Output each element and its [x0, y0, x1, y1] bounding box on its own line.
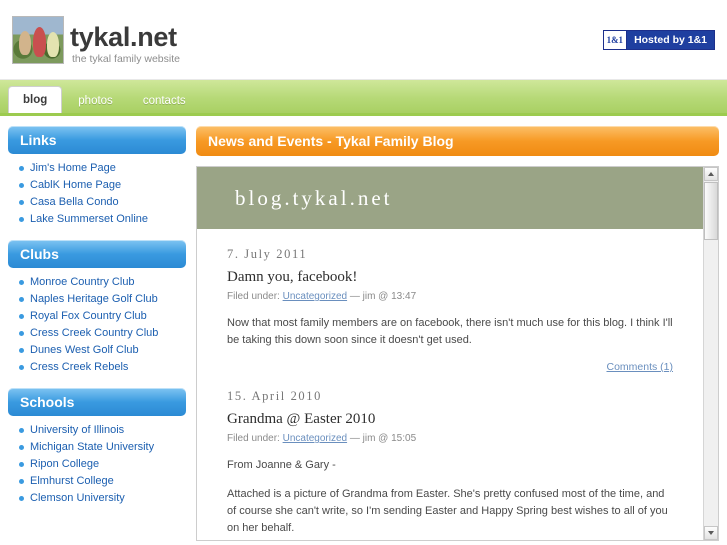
- list-item[interactable]: [18, 291, 186, 308]
- list-item[interactable]: [18, 211, 186, 228]
- hosted-by-badge[interactable]: [603, 30, 715, 50]
- sidebar-link-cress-creek-country-club[interactable]: Cress Creek Country Club: [30, 327, 159, 339]
- site-header: [0, 0, 727, 80]
- hosted-badge-label: Hosted by 1&1: [634, 34, 707, 46]
- blog-embed-frame: [196, 166, 719, 541]
- post-title[interactable]: Grandma @ Easter 2010: [227, 411, 376, 427]
- sidebar-link-dunes-west-golf-club[interactable]: Dunes West Golf Club: [30, 344, 139, 356]
- sidebar-link-monroe-country-club[interactable]: Monroe Country Club: [30, 276, 135, 288]
- list-item[interactable]: [18, 325, 186, 342]
- sidebar-link-university-of-illinois[interactable]: University of Illinois: [30, 424, 125, 436]
- sidebar-links-list: [8, 160, 186, 228]
- comments-link[interactable]: Comments (1): [606, 361, 673, 373]
- sidebar-link-cress-creek-rebels[interactable]: Cress Creek Rebels: [30, 361, 129, 373]
- post-body: [227, 315, 673, 349]
- post-meta-prefix: Filed under:: [227, 433, 283, 444]
- post-paragraph: Attached is a picture of Grandma from Easter. She's pretty confused most of the time, and of course she can't write, so I'm sending Easter and Happy Spring best wishes to all of you on her behalf.: [227, 488, 668, 534]
- sidebar-panel-schools-title: Schools: [8, 388, 186, 416]
- sidebar-link-naples-heritage-golf-club[interactable]: Naples Heritage Golf Club: [30, 293, 158, 305]
- list-item[interactable]: [18, 194, 186, 211]
- post-meta: [227, 291, 673, 302]
- sidebar-clubs-list: [8, 274, 186, 376]
- blog-post-list: [197, 229, 703, 537]
- sidebar: [8, 126, 186, 542]
- scroll-down-arrow-icon[interactable]: [704, 526, 718, 540]
- scroll-up-arrow-icon[interactable]: [704, 167, 718, 181]
- sidebar-link-clemson-university[interactable]: Clemson University: [30, 492, 125, 504]
- post-category-link[interactable]: Uncategorized: [282, 433, 348, 444]
- post-meta: [227, 433, 673, 444]
- post-comments-line: [227, 361, 673, 373]
- list-item[interactable]: [18, 473, 186, 490]
- post-paragraph: From Joanne & Gary -: [227, 459, 336, 471]
- primary-navigation: [0, 80, 727, 116]
- list-item[interactable]: [18, 177, 186, 194]
- blog-banner: [197, 167, 703, 229]
- main-column: [196, 126, 719, 542]
- content-area: [0, 116, 727, 542]
- post-date: 15. April 2010: [227, 389, 322, 403]
- tab-contacts[interactable]: contacts: [142, 94, 186, 107]
- page-title: News and Events - Tykal Family Blog: [196, 126, 719, 156]
- list-item[interactable]: [18, 359, 186, 376]
- post-title[interactable]: Damn you, facebook!: [227, 269, 358, 285]
- list-item[interactable]: [18, 422, 186, 439]
- sidebar-panel-schools: [8, 388, 186, 507]
- list-item[interactable]: [18, 439, 186, 456]
- post-body: [227, 457, 673, 537]
- sidebar-link-cablk-home-page[interactable]: CablK Home Page: [30, 179, 122, 191]
- list-item[interactable]: [18, 456, 186, 473]
- list-item[interactable]: [18, 160, 186, 177]
- post-meta-suffix: — jim @ 15:05: [347, 433, 417, 444]
- vertical-scrollbar[interactable]: [703, 167, 718, 540]
- site-title: tykal.net: [70, 22, 177, 52]
- post-meta-prefix: Filed under:: [227, 291, 283, 302]
- tab-list: [8, 86, 200, 113]
- post-meta-suffix: — jim @ 13:47: [347, 291, 417, 302]
- sidebar-link-elmhurst-college[interactable]: Elmhurst College: [30, 475, 114, 487]
- sidebar-link-lake-summerset-online[interactable]: Lake Summerset Online: [30, 213, 148, 225]
- sidebar-panel-clubs: [8, 240, 186, 376]
- scrollbar-thumb[interactable]: [704, 182, 718, 240]
- sidebar-link-ripon-college[interactable]: Ripon College: [30, 458, 100, 470]
- post-date: 7. July 2011: [227, 247, 308, 261]
- blog-post: [227, 247, 673, 373]
- tab-blog[interactable]: blog: [8, 86, 62, 113]
- sidebar-link-casa-bella-condo[interactable]: Casa Bella Condo: [30, 196, 119, 208]
- sidebar-panel-links-title: Links: [8, 126, 186, 154]
- post-category-link[interactable]: Uncategorized: [282, 291, 348, 302]
- one-and-one-logo-icon: 1&1: [604, 31, 628, 49]
- list-item[interactable]: [18, 490, 186, 507]
- sidebar-link-michigan-state-university[interactable]: Michigan State University: [30, 441, 155, 453]
- blog-post: [227, 389, 673, 537]
- sidebar-panel-clubs-title: Clubs: [8, 240, 186, 268]
- site-tagline: the tykal family website: [72, 53, 180, 65]
- sidebar-link-royal-fox-country-club[interactable]: Royal Fox Country Club: [30, 310, 147, 322]
- list-item[interactable]: [18, 274, 186, 291]
- sidebar-panel-links: [8, 126, 186, 228]
- list-item[interactable]: [18, 308, 186, 325]
- family-photo-thumbnail-icon: [12, 16, 64, 64]
- blog-scroll-viewport: [197, 167, 703, 540]
- sidebar-schools-list: [8, 422, 186, 507]
- sidebar-link-jims-home-page[interactable]: Jim's Home Page: [30, 162, 116, 174]
- blog-banner-title: blog.tykal.net: [235, 185, 393, 210]
- list-item[interactable]: [18, 342, 186, 359]
- tab-photos[interactable]: photos: [78, 94, 113, 107]
- post-paragraph: Now that most family members are on facebook, there isn't much use for this blog. I think I'll be taking this down soon since it doesn't get used.: [227, 317, 673, 346]
